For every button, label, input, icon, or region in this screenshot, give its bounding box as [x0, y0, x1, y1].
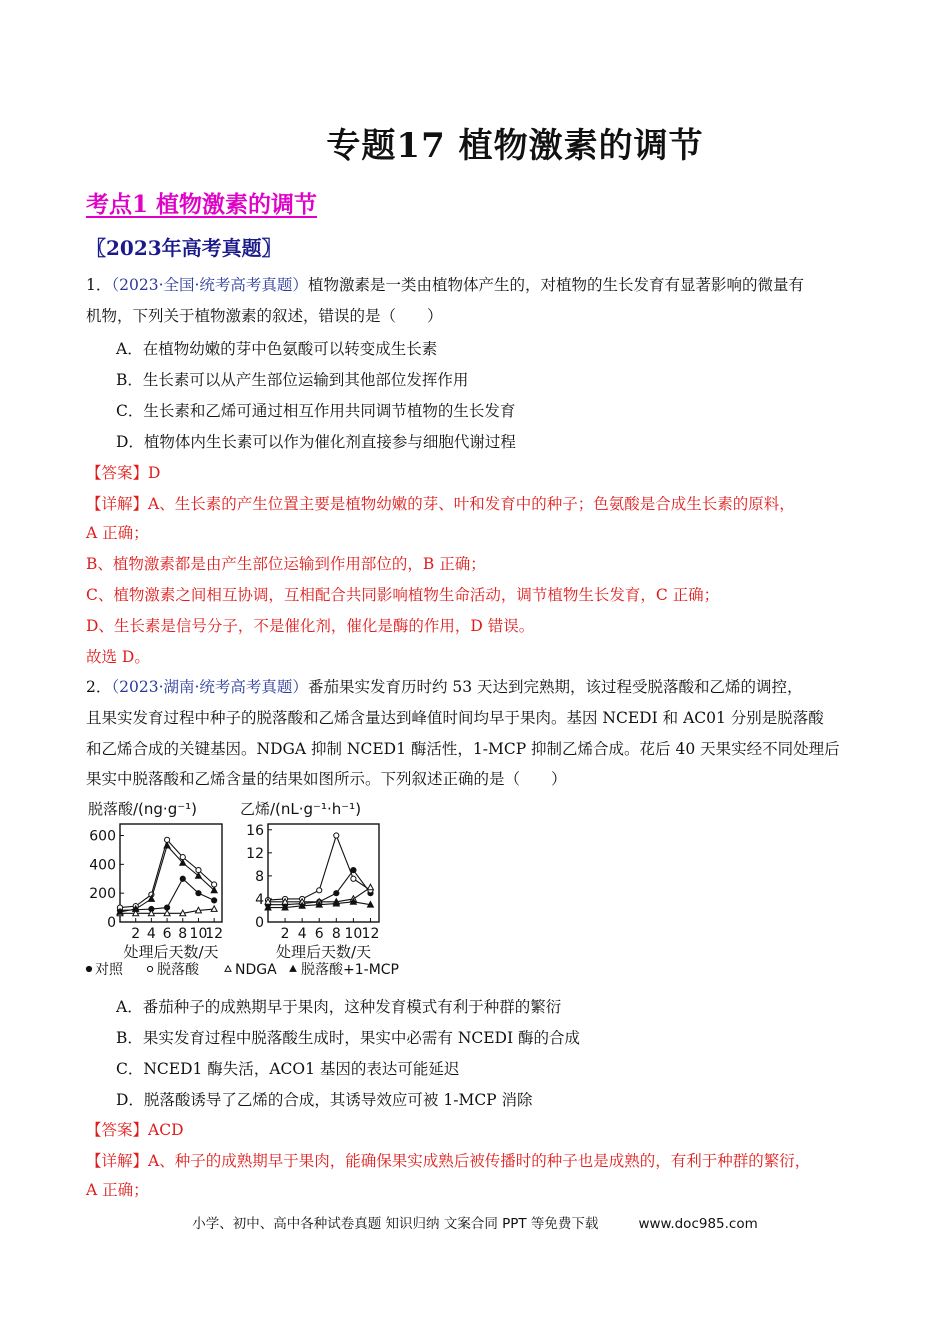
data-point	[317, 888, 322, 893]
section-heading: 考点1 植物激素的调节	[86, 191, 318, 218]
q1-option-a: A．在植物幼嫩的芽中色氨酸可以转变成生长素	[116, 340, 438, 358]
q2-answer-value: ACD	[148, 1121, 184, 1139]
ethylene-chart	[240, 800, 379, 961]
series-line-1	[120, 840, 214, 908]
x-tick-label: 10	[344, 926, 363, 942]
year-heading: 〖2023年高考真题〗	[86, 236, 282, 260]
q1-detail-line-4: C、植物激素之间相互协调，互相配合共同影响植物生命活动，调节植物生长发育，C 正确；	[86, 586, 720, 604]
footer-url[interactable]: www.doc985.com	[638, 1216, 758, 1232]
data-point	[212, 898, 217, 903]
q2-figure	[84, 798, 424, 980]
q1-detail-line-1	[86, 493, 795, 515]
data-point	[196, 891, 201, 896]
y-tick-label: 0	[107, 915, 116, 931]
q1-stem-line-2: 机物，下列关于植物激素的叙述，错误的是（ ）	[86, 307, 443, 325]
x-tick-label: 4	[146, 926, 156, 942]
q1-detail-tag: 【详解】	[86, 495, 149, 513]
q2-stem-line-4: 果实中脱落酸和乙烯含量的结果如图所示。下列叙述正确的是（ ）	[86, 770, 567, 788]
y-axis-label: 脱落酸/(ng·g⁻¹)	[88, 800, 198, 818]
q1-option-d: D．植物体内生长素可以作为催化剂直接参与细胞代谢过程	[116, 433, 516, 451]
data-point	[367, 884, 373, 890]
q2-detail-line-2: A 正确；	[86, 1181, 149, 1199]
y-tick-label: 8	[255, 868, 264, 885]
page-footer	[0, 1212, 950, 1232]
q1-answer	[86, 462, 160, 484]
q2-option-c: C．NCED1 酶失活，ACO1 基因的表达可能延迟	[116, 1060, 460, 1078]
q1-stem-line-1	[86, 274, 804, 296]
data-point	[211, 906, 217, 912]
q1-detail-text: A、生长素的产生位置主要是植物幼嫩的芽、叶和发育中的种子；色氨酸是合成生长素的原料，	[148, 495, 795, 513]
y-axis-label: 乙烯/(nL·g⁻¹·h⁻¹)	[240, 800, 362, 818]
x-axis-label: 处理后天数/天	[123, 943, 219, 961]
y-tick-label: 4	[255, 891, 264, 908]
q2-stem-text: 番茄果实发育历时约 53 天达到完熟期，该过程受脱落酸和乙烯的调控，	[307, 678, 803, 696]
q1-number: 1．	[86, 276, 112, 294]
q2-stem-line-3: 和乙烯合成的关键基因。NDGA 抑制 NCED1 酶活性，1-MCP 抑制乙烯合成。花后 40 天果实经不同处理后	[86, 740, 840, 758]
x-tick-label: 10	[189, 926, 208, 942]
q2-detail-tag: 【详解】	[86, 1152, 149, 1170]
legend-label: 脱落酸+1-MCP	[301, 962, 399, 978]
q2-detail-text: A、种子的成熟期早于果肉，能确保果实成熟后被传播时的种子也是成熟的，有利于种群的繁衍，	[148, 1152, 811, 1170]
q1-option-c: C．生长素和乙烯可通过相互作用共同调节植物的生长发育	[116, 402, 516, 420]
x-tick-label: 6	[314, 926, 324, 942]
x-axis-label: 处理后天数/天	[275, 943, 372, 961]
q2-number: 2．	[86, 678, 112, 696]
y-tick-label: 12	[246, 845, 264, 862]
q2-stem-line-2: 且果实发育过程中种子的脱落酸和乙烯含量达到峰值时间均早于果肉。基因 NCEDI 和 AC01 分别是脱落酸	[86, 709, 824, 727]
q1-source: （2023·全国·统考高考真题）	[111, 276, 308, 294]
data-point	[334, 833, 339, 838]
y-tick-label: 600	[89, 828, 116, 845]
legend-marker	[86, 966, 91, 971]
q1-detail-line-5: D、生长素是信号分子，不是催化剂，催化是酶的作用，D 错误。	[86, 617, 535, 635]
data-point	[180, 876, 185, 881]
x-tick-label: 8	[178, 926, 188, 942]
y-tick-label: 400	[89, 857, 116, 874]
footer-text: 小学、初中、高中各种试卷真题 知识归纳 文案合同 PPT 等免费下载	[192, 1216, 599, 1232]
q2-detail-line-1	[86, 1150, 810, 1172]
q2-stem-line-1	[86, 676, 803, 698]
figure-legend	[86, 962, 399, 978]
data-point	[351, 868, 356, 873]
q2-option-a: A．番茄种子的成熟期早于果肉，这种发育模式有利于种群的繁衍	[116, 998, 562, 1016]
data-point	[334, 891, 339, 896]
x-tick-label: 8	[331, 926, 341, 942]
y-tick-label: 200	[89, 886, 116, 903]
legend-marker	[147, 966, 152, 971]
legend-label: 脱落酸	[157, 962, 199, 978]
x-tick-label: 6	[162, 926, 172, 942]
legend-label: 对照	[95, 962, 123, 978]
x-tick-label: 2	[280, 926, 290, 942]
q1-answer-value: D	[148, 464, 161, 482]
legend-label: NDGA	[235, 962, 277, 978]
q1-answer-tag: 【答案】	[86, 464, 149, 482]
q1-stem-text: 植物激素是一类由植物体产生的，对植物的生长发育有显著影响的微量有	[307, 276, 804, 294]
q2-option-d: D．脱落酸诱导了乙烯的合成，其诱导效应可被 1-MCP 消除	[116, 1091, 533, 1109]
y-tick-label: 0	[255, 915, 264, 931]
q2-source: （2023·湖南·统考高考真题）	[111, 678, 308, 696]
q2-answer-tag: 【答案】	[86, 1121, 149, 1139]
q1-option-b: B．生长素可以从产生部位运输到其他部位发挥作用	[116, 371, 469, 389]
data-point	[351, 876, 356, 881]
q1-detail-line-3: B、植物激素都是由产生部位运输到作用部位的，B 正确；	[86, 555, 486, 573]
page-title: 专题17 植物激素的调节	[326, 126, 704, 166]
legend-marker	[225, 966, 231, 972]
x-tick-label: 12	[361, 926, 380, 942]
q1-detail-line-2: A 正确；	[86, 524, 149, 542]
x-tick-label: 4	[297, 926, 307, 942]
y-tick-label: 16	[246, 822, 264, 839]
legend-marker	[290, 966, 296, 972]
x-tick-label: 2	[131, 926, 141, 942]
q2-answer	[86, 1119, 184, 1141]
abscisic-acid-chart	[88, 800, 223, 961]
q2-option-b: B．果实发育过程中脱落酸生成时，果实中必需有 NCEDI 酶的合成	[116, 1029, 581, 1047]
x-tick-label: 12	[205, 926, 224, 942]
q1-detail-line-6: 故选 D。	[86, 648, 150, 666]
